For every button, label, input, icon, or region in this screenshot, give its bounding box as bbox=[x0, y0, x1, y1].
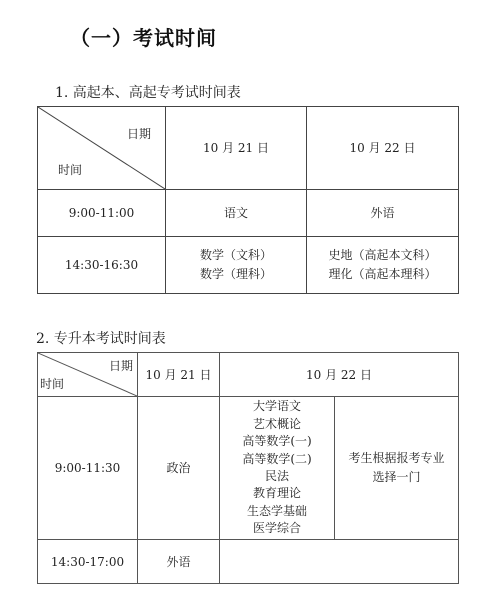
table2-note-cell bbox=[335, 397, 459, 540]
table1-time-cell: 9:00-11:00 bbox=[38, 190, 166, 237]
corner-time-label: 时间 bbox=[40, 377, 65, 391]
table2-time-cell: 14:30-17:00 bbox=[38, 540, 138, 584]
corner-date-label: 日期 bbox=[126, 127, 151, 141]
subject: 教育理论 bbox=[252, 486, 301, 501]
table1-subject-cell bbox=[307, 237, 459, 294]
subject: 数学（理科） bbox=[199, 267, 272, 281]
table1-date-header: 10 月 21 日 bbox=[166, 107, 307, 190]
table1-corner-cell bbox=[38, 107, 166, 190]
subject: 高等数学(二) bbox=[242, 451, 312, 466]
exam-table-zsb bbox=[37, 352, 459, 584]
page-heading: （一）考试时间 bbox=[70, 26, 217, 50]
subject: 外语 bbox=[370, 205, 395, 220]
subject: 民法 bbox=[264, 469, 289, 483]
subject: 医学综合 bbox=[252, 521, 301, 536]
subject: 生态学基础 bbox=[246, 503, 307, 518]
table2-date-header: 10 月 21 日 bbox=[138, 353, 220, 397]
table1-time-cell: 14:30-16:30 bbox=[38, 237, 166, 294]
table1-date-header: 10 月 22 日 bbox=[307, 107, 459, 190]
section1-title: 1. 高起本、高起专考试时间表 bbox=[55, 85, 241, 101]
note-line: 选择一门 bbox=[372, 470, 421, 484]
table2-empty-cell bbox=[220, 540, 459, 584]
corner-time-label: 时间 bbox=[58, 163, 83, 177]
table1-subject-cell bbox=[307, 190, 459, 237]
table2-subject-list-cell bbox=[220, 397, 335, 540]
subject: 高等数学(一) bbox=[242, 434, 312, 449]
subject: 数学（文科） bbox=[199, 248, 272, 263]
table2-subject-cell: 政治 bbox=[138, 397, 220, 540]
table1-subject-cell bbox=[166, 237, 307, 294]
subject: 理化（高起本理科） bbox=[328, 267, 437, 281]
table2-date-header: 10 月 22 日 bbox=[220, 353, 459, 397]
exam-table-gqb bbox=[37, 106, 459, 294]
section2-title: 2. 专升本考试时间表 bbox=[36, 331, 166, 347]
subject: 艺术概论 bbox=[252, 416, 301, 431]
corner-date-label: 日期 bbox=[108, 359, 133, 373]
subject: 大学语文 bbox=[252, 399, 301, 414]
table1-subject-cell bbox=[166, 190, 307, 237]
table2-time-cell: 9:00-11:30 bbox=[38, 397, 138, 540]
table2-corner-cell bbox=[38, 353, 138, 397]
subject: 语文 bbox=[223, 205, 248, 220]
table2-subject-cell: 外语 bbox=[138, 540, 220, 584]
note-line: 考生根据报考专业 bbox=[348, 451, 445, 466]
subject: 史地（高起本文科） bbox=[328, 248, 437, 263]
